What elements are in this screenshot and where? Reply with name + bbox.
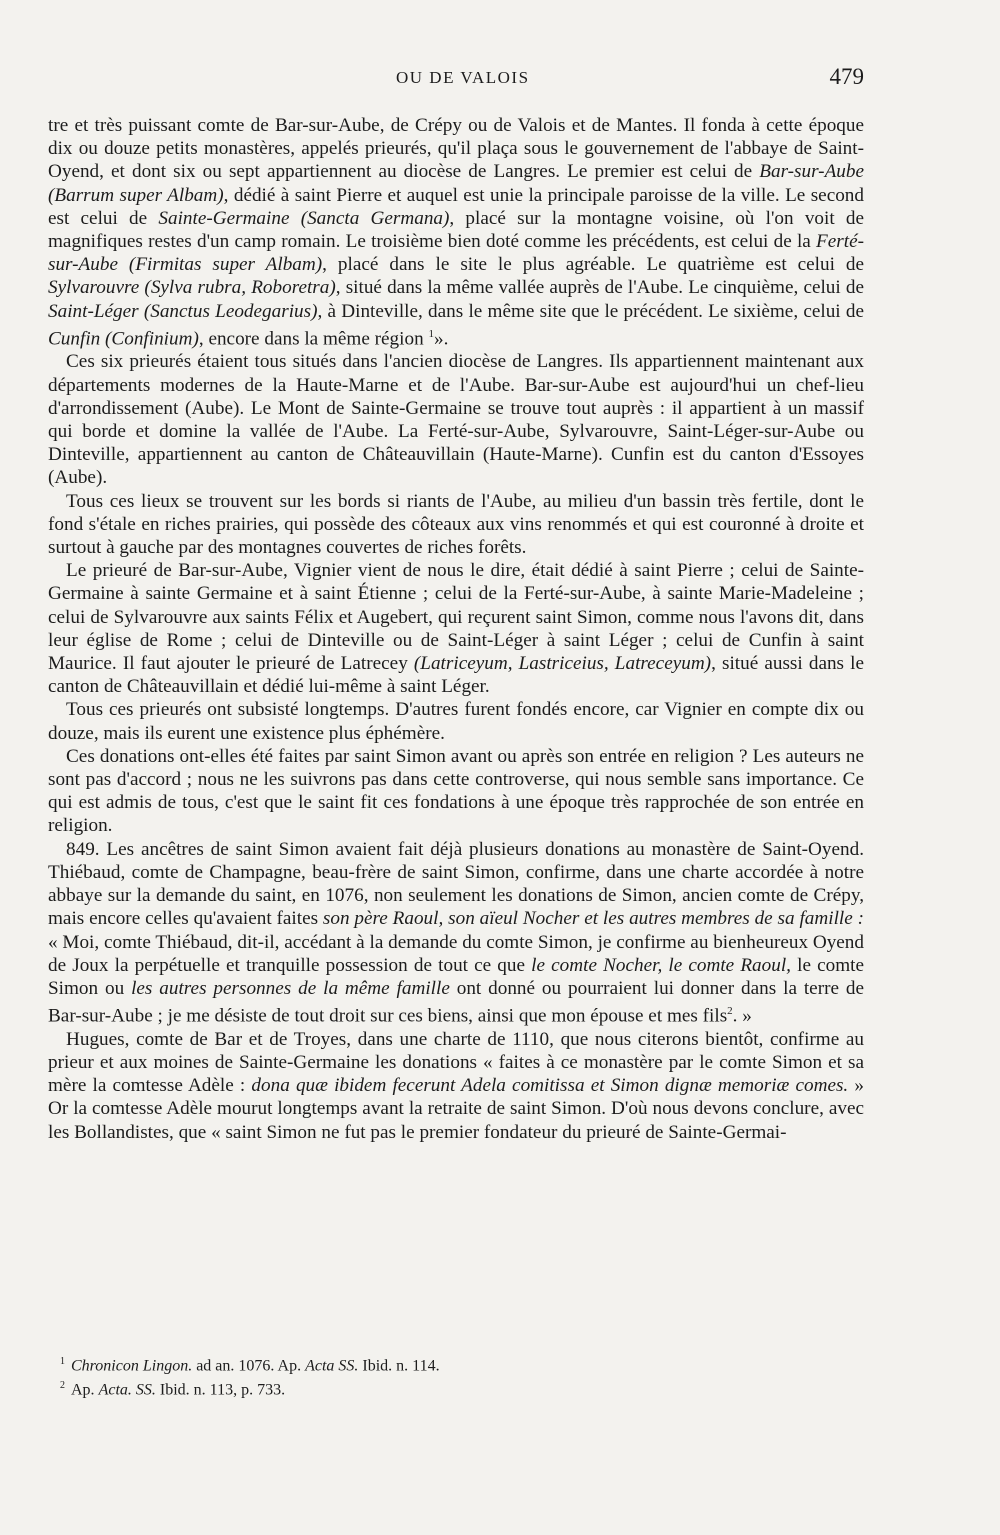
- footnote-number: 2: [60, 1380, 65, 1392]
- italic-text: Chronicon Lingon.: [71, 1357, 193, 1375]
- footnote-number: 1: [60, 1356, 65, 1367]
- text-run: , situé dans la même vallée auprès de l'Aube. Le cinquième, celui de: [335, 277, 864, 299]
- text-run: le comte Simon ou: [48, 954, 864, 999]
- footnotes: [60, 1352, 820, 1401]
- text-run: ont donné ou pourraient lui donner dans la terre de Bar-sur-Aube ; je me désiste de tout droit sur ces biens, ainsi que mon épouse et mes fils: [48, 977, 864, 1027]
- paragraph: [48, 1028, 864, 1144]
- italic-text: Sylvarouvre (Sylva rubra, Roboretra): [48, 277, 336, 299]
- text-run: Ibid. n. 113, p. 733.: [155, 1381, 286, 1399]
- text-run: Hugues, comte de Bar et de Troyes, dans une charte de 1110, que nous citerons bientôt, confirme au prieur et aux moines de Sainte-Germaine les donations « faites à ce monastère par le comte Simon et sa mère la comtesse Adèle :: [48, 1028, 864, 1097]
- text-run: Tous ces prieurés ont subsisté longtemps. D'autres furent fondés encore, car Vignier en compte dix ou douze, mais ils eurent une existence plus éphémère.: [48, 699, 864, 744]
- text-run: , situé aussi dans le canton de Châteauvillain et dédié lui-même à saint Léger.: [48, 653, 864, 698]
- text-run: . »: [732, 1005, 752, 1027]
- paragraph: [48, 350, 864, 489]
- text-run: , encore dans la même région: [198, 328, 429, 350]
- text-run: tre et très puissant comte de Bar-sur-Aube, de Crépy ou de Valois et de Mantes. Il fonda à cette époque dix ou douze petits monastères, appelés prieurés, qu'il plaça sous le gouvernement de l'abbaye de Saint-Oyend, et dont six ou sept appartiennent au diocèse de Langres. Le premier est celui de: [48, 115, 864, 183]
- paragraph: [48, 114, 864, 350]
- text-run: Ap.: [71, 1381, 99, 1399]
- text-run: , dédié à saint Pierre et auquel est unie la principale paroisse de la ville. Le second est celui de: [48, 184, 864, 229]
- paragraph: [48, 838, 864, 1028]
- text-run: , à Dinteville, dans le même site que le précédent. Le sixième, celui de: [317, 300, 864, 322]
- footnote-reference: 2: [727, 1005, 733, 1018]
- text-run: Le prieuré de Bar-sur-Aube, Vignier vient de nous le dire, était dédié à saint Pierre ; celui de Sainte-Germaine à sainte Germaine et à saint Étienne ; celui de la Ferté-sur-Aube, à sainte Marie-Madeleine ; celui de Sylvarouvre aux saints Félix et Augebert, qui reçurent saint Simon, comme nous l'avons dit, dans leur église de Rome ; celui de Dinteville ou de Saint-Léger à saint Léger ; celui de Cunfin à saint Maurice. Il faut ajouter le prieuré de Latrecey: [48, 560, 864, 675]
- text-run: , placé sur la montagne voisine, où l'on voit de magnifiques restes d'un camp romain. Le troisième bien doté comme les précédents, est celui de la: [48, 207, 865, 253]
- italic-text: Sainte-Germaine (Sancta Germana): [158, 207, 450, 229]
- footnote: [60, 1352, 820, 1376]
- italic-text: Cunfin (Confinium): [48, 328, 199, 350]
- page-number: 479: [829, 64, 864, 89]
- italic-text: Bar-sur-Aube (Barrum super Albam): [48, 161, 864, 206]
- text-run: , placé dans le site le plus agréable. Le quatrième est celui de: [322, 254, 864, 276]
- italic-text: le comte Nocher, le comte Raoul,: [531, 954, 791, 976]
- text-run: ad an. 1076. Ap.: [192, 1357, 306, 1375]
- footnote-reference: 1: [428, 327, 434, 340]
- italic-text: Acta. SS.: [98, 1381, 156, 1399]
- italic-text: Saint-Léger (Sanctus Leodegarius): [48, 300, 318, 322]
- italic-text: Ferté-sur-Aube (Firmitas super Albam): [48, 231, 864, 276]
- paragraph: [48, 490, 864, 560]
- italic-text: son père Raoul, son aïeul Nocher et les autres membres de sa famille :: [322, 908, 864, 930]
- footnote: [60, 1376, 820, 1400]
- body-text: [48, 114, 864, 1144]
- page-header: [48, 64, 864, 94]
- text-run: Ibid. n. 114.: [358, 1357, 440, 1375]
- text-run: Ces donations ont-elles été faites par saint Simon avant ou après son entrée en religion ? Les auteurs ne sont pas d'accord ; nous ne les suivrons pas dans cette controverse, qui nous semble sans importance. Ce qui est admis de tous, c'est que le saint fit ces fondations à une époque très rapprochée de son entrée en religion.: [48, 745, 864, 837]
- text-run: Tous ces lieux se trouvent sur les bords si riants de l'Aube, au milieu d'un bassin très fertile, dont le fond s'étale en riches prairies, qui possède des côteaux aux vins renommés et qui est couronné à droite et surtout à gauche par des montagnes couvertes de riches forêts.: [48, 490, 864, 559]
- italic-text: les autres personnes de la même famille: [131, 977, 450, 999]
- italic-text: (Latriceyum, Lastriceius, Latreceyum): [413, 653, 712, 675]
- paragraph: [48, 745, 864, 838]
- running-title: OU DE VALOIS: [396, 68, 530, 87]
- paragraph: [48, 559, 864, 698]
- text-run: 849. Les ancêtres de saint Simon avaient fait déjà plusieurs donations au monastère de Saint-Oyend. Thiébaud, comte de Champagne, beau-frère de saint Simon, confirme, dans une charte accordée à notre abbaye sur la demande du saint, en 1076, non seulement les donations de Simon, ancien comte de Crépy, mais encore celles qu'avaient faites: [48, 838, 864, 930]
- text-run: « Moi, comte Thiébaud, dit-il, accédant à la demande du comte Simon, je confirme au bienheureux Oyend de Joux la perpétuelle et tranquille possession de tout ce que: [48, 931, 864, 976]
- text-run: ».: [433, 328, 449, 350]
- text-run: » Or la comtesse Adèle mourut longtemps avant la retraite de saint Simon. D'où nous devons conclure, avec les Bollandistes, que « saint Simon ne fut pas le premier fondateur du prieuré de Sainte-Germai-: [48, 1075, 864, 1143]
- italic-text: dona quæ ibidem fecerunt Adela comitissa et Simon dignæ memoriæ comes.: [251, 1075, 849, 1097]
- text-run: Ces six prieurés étaient tous situés dans l'ancien diocèse de Langres. Ils appartiennent maintenant aux départements modernes de la Haute-Marne et de l'Aube. Bar-sur-Aube est aujourd'hui un chef-lieu d'arrondissement (Aube). Le Mont de Sainte-Germaine se trouve tout auprès : il appartient à un massif qui borde et domine la vallée de l'Aube. La Ferté-sur-Aube, Sylvarouvre, Saint-Léger-sur-Aube ou Dinteville, appartiennent au canton de Châteauvillain (Haute-Marne). Cunfin est du canton d'Essoyes (Aube).: [48, 351, 864, 489]
- paragraph: [48, 698, 864, 744]
- italic-text: Acta SS.: [305, 1357, 359, 1375]
